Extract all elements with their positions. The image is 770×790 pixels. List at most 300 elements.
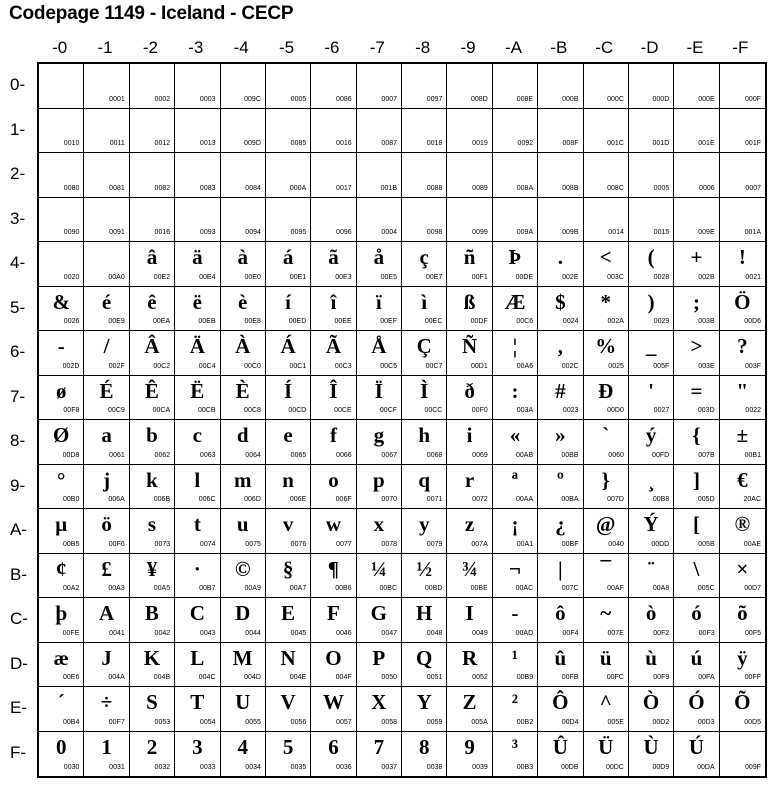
cell-unicode-code: 00C0 bbox=[244, 362, 261, 370]
cell-glyph: k bbox=[146, 467, 158, 492]
code-cell bbox=[266, 153, 311, 198]
cell-unicode-code: 0098 bbox=[426, 229, 443, 236]
cell-glyph: q bbox=[418, 467, 431, 492]
cell-glyph: v bbox=[282, 512, 294, 536]
code-cell bbox=[402, 376, 447, 421]
cell-unicode-code: 0083 bbox=[199, 184, 216, 192]
cell-glyph: F bbox=[327, 601, 340, 625]
cell-unicode-code: 00C2 bbox=[153, 362, 171, 370]
code-cell bbox=[357, 509, 402, 554]
cell-unicode-code: 00AD bbox=[515, 629, 534, 637]
cell-glyph: ! bbox=[738, 245, 746, 269]
code-cell bbox=[674, 554, 719, 599]
column-header: -4 bbox=[233, 38, 249, 57]
code-cell bbox=[175, 198, 220, 243]
cell-unicode-code: 004D bbox=[244, 674, 261, 681]
cell-unicode-code: 002F bbox=[108, 362, 125, 370]
code-cell bbox=[720, 687, 765, 732]
cell-unicode-code: 00B0 bbox=[63, 496, 80, 503]
code-cell bbox=[175, 509, 220, 554]
row-header: 8- bbox=[10, 431, 26, 450]
cell-unicode-code: 0065 bbox=[290, 451, 307, 459]
cell-glyph: Ñ bbox=[461, 334, 478, 358]
code-cell bbox=[538, 109, 583, 154]
code-cell bbox=[175, 109, 220, 154]
cell-unicode-code: 00E5 bbox=[380, 273, 397, 281]
cell-unicode-code: 0036 bbox=[336, 764, 352, 771]
cell-unicode-code: 004A bbox=[108, 674, 125, 681]
cell-unicode-code: 0074 bbox=[199, 540, 216, 548]
code-cell bbox=[130, 64, 175, 109]
cell-glyph: Þ bbox=[508, 245, 522, 269]
cell-unicode-code: 0033 bbox=[199, 764, 216, 771]
code-cell bbox=[39, 420, 84, 465]
code-cell bbox=[538, 376, 583, 421]
code-cell bbox=[584, 331, 629, 376]
code-cell bbox=[674, 465, 719, 510]
cell-unicode-code: 00E4 bbox=[199, 273, 216, 281]
cell-glyph: í bbox=[285, 289, 291, 314]
cell-unicode-code: 006F bbox=[335, 496, 352, 503]
cell-unicode-code: 005B bbox=[698, 540, 715, 548]
code-cell bbox=[130, 198, 175, 243]
code-cell bbox=[311, 287, 356, 332]
code-cell bbox=[221, 153, 266, 198]
cell-unicode-code: 0079 bbox=[426, 540, 443, 548]
cell-unicode-code: 008B bbox=[562, 184, 579, 192]
cell-glyph: § bbox=[282, 556, 294, 581]
cell-unicode-code: 001C bbox=[607, 140, 624, 147]
code-cell bbox=[720, 153, 765, 198]
code-cell bbox=[402, 732, 447, 777]
code-cell bbox=[84, 153, 129, 198]
cell-unicode-code: 0087 bbox=[381, 140, 397, 147]
cell-glyph: ö bbox=[101, 512, 112, 536]
cell-unicode-code: 0016 bbox=[154, 229, 171, 236]
code-cell bbox=[584, 554, 629, 599]
cell-glyph: Î bbox=[329, 378, 338, 403]
column-headers bbox=[37, 38, 765, 60]
cell-glyph: C bbox=[189, 601, 205, 625]
column-header: -1 bbox=[97, 38, 113, 57]
code-cell bbox=[357, 242, 402, 287]
code-cell bbox=[266, 64, 311, 109]
code-cell bbox=[584, 242, 629, 287]
cell-unicode-code: 00A1 bbox=[516, 540, 534, 548]
cell-unicode-code: 0005 bbox=[290, 95, 307, 103]
row-header: 1- bbox=[10, 119, 26, 139]
cell-glyph: © bbox=[234, 556, 251, 581]
code-cell bbox=[39, 643, 84, 688]
cell-unicode-code: 0041 bbox=[109, 629, 125, 637]
cell-glyph: \ bbox=[693, 556, 700, 581]
cell-unicode-code: 003E bbox=[698, 362, 715, 370]
code-cell bbox=[402, 242, 447, 287]
cell-glyph: ¯ bbox=[600, 556, 611, 581]
cell-unicode-code: 00D4 bbox=[561, 718, 579, 726]
cell-unicode-code: 008D bbox=[471, 95, 488, 103]
code-cell bbox=[674, 732, 719, 777]
cell-glyph: ¼ bbox=[370, 556, 387, 581]
code-cell bbox=[130, 732, 175, 777]
code-cell bbox=[311, 376, 356, 421]
cell-unicode-code: 0078 bbox=[381, 540, 397, 548]
cell-unicode-code: 009B bbox=[562, 229, 579, 236]
code-cell bbox=[175, 153, 220, 198]
cell-glyph: õ bbox=[737, 601, 748, 625]
cell-glyph: Ò bbox=[642, 690, 660, 714]
code-cell bbox=[493, 465, 538, 510]
cell-unicode-code: 0021 bbox=[745, 273, 761, 281]
cell-glyph: ô bbox=[555, 601, 566, 625]
cell-glyph: ï bbox=[375, 289, 382, 314]
code-cell bbox=[221, 687, 266, 732]
code-cell bbox=[538, 643, 583, 688]
cell-glyph: K bbox=[143, 645, 161, 670]
cell-glyph: E bbox=[281, 601, 296, 625]
code-cell bbox=[357, 554, 402, 599]
cell-glyph: ¶ bbox=[327, 556, 340, 581]
cell-unicode-code: 004F bbox=[335, 674, 352, 681]
cell-unicode-code: 0050 bbox=[381, 674, 397, 681]
cell-unicode-code: 005E bbox=[607, 718, 624, 726]
code-cell bbox=[402, 598, 447, 643]
cell-glyph: I bbox=[465, 601, 474, 625]
cell-unicode-code: 002A bbox=[607, 318, 624, 325]
cell-glyph: e bbox=[283, 423, 293, 447]
code-cell bbox=[221, 109, 266, 154]
code-cell bbox=[674, 109, 719, 154]
code-cell bbox=[674, 64, 719, 109]
cell-unicode-code: 007C bbox=[561, 585, 579, 592]
cell-glyph: m bbox=[233, 467, 252, 492]
code-cell bbox=[357, 598, 402, 643]
code-cell bbox=[266, 331, 311, 376]
cell-unicode-code: 00B1 bbox=[744, 451, 761, 459]
code-cell bbox=[447, 198, 492, 243]
cell-unicode-code: 00B8 bbox=[652, 496, 670, 503]
cell-unicode-code: 008A bbox=[516, 184, 534, 192]
cell-glyph: : bbox=[511, 378, 519, 403]
column-header: -8 bbox=[415, 38, 431, 57]
cell-unicode-code: 006D bbox=[244, 496, 261, 503]
code-cell bbox=[584, 465, 629, 510]
cell-unicode-code: 00AA bbox=[516, 496, 534, 503]
row-header: C- bbox=[10, 609, 28, 628]
cell-unicode-code: 00CF bbox=[379, 407, 397, 414]
code-cell bbox=[447, 242, 492, 287]
cell-glyph: ( bbox=[647, 245, 655, 269]
cell-unicode-code: 0022 bbox=[745, 407, 761, 414]
cell-unicode-code: 00D6 bbox=[744, 318, 761, 325]
code-cell bbox=[674, 687, 719, 732]
cell-unicode-code: 0028 bbox=[653, 273, 670, 281]
code-cell bbox=[447, 109, 492, 154]
column-header: -E bbox=[686, 38, 704, 57]
cell-unicode-code: 0004 bbox=[381, 229, 397, 236]
code-cell bbox=[266, 509, 311, 554]
code-cell bbox=[629, 643, 674, 688]
code-cell bbox=[311, 465, 356, 510]
cell-unicode-code: 0073 bbox=[154, 540, 171, 548]
cell-unicode-code: 009A bbox=[516, 229, 534, 236]
code-cell bbox=[39, 732, 84, 777]
cell-unicode-code: 00FC bbox=[606, 674, 624, 681]
code-cell bbox=[221, 465, 266, 510]
cell-glyph: o bbox=[328, 467, 339, 492]
cell-unicode-code: 007A bbox=[471, 540, 488, 548]
cell-unicode-code: 009D bbox=[244, 140, 261, 147]
cell-unicode-code: 00F8 bbox=[63, 407, 80, 414]
cell-unicode-code: 00D2 bbox=[652, 718, 670, 726]
cell-unicode-code: 0084 bbox=[245, 184, 261, 192]
cell-glyph: ¾ bbox=[461, 556, 478, 581]
cell-glyph: ß bbox=[463, 289, 476, 314]
cell-glyph: ç bbox=[419, 245, 429, 269]
code-cell bbox=[629, 687, 674, 732]
cell-unicode-code: 000F bbox=[745, 95, 761, 103]
cell-glyph: G bbox=[370, 601, 387, 625]
cell-unicode-code: 0013 bbox=[199, 140, 216, 147]
cell-unicode-code: 00A5 bbox=[153, 585, 171, 592]
code-cell bbox=[720, 242, 765, 287]
cell-unicode-code: 00FE bbox=[62, 629, 80, 637]
cell-unicode-code: 0011 bbox=[109, 140, 125, 147]
column-header: -0 bbox=[52, 38, 68, 57]
cell-glyph: ² bbox=[511, 690, 519, 714]
code-cell bbox=[402, 643, 447, 688]
cell-unicode-code: 00C5 bbox=[380, 362, 397, 370]
code-cell bbox=[39, 198, 84, 243]
cell-unicode-code: 0034 bbox=[245, 764, 261, 771]
cell-unicode-code: 0005 bbox=[653, 184, 670, 192]
code-cell bbox=[493, 554, 538, 599]
cell-glyph: j bbox=[103, 467, 111, 492]
cell-unicode-code: 00F7 bbox=[108, 718, 125, 726]
cell-unicode-code: 0096 bbox=[336, 229, 352, 236]
cell-unicode-code: 00DF bbox=[470, 318, 488, 325]
cell-glyph: ¢ bbox=[55, 556, 67, 581]
code-cell bbox=[39, 287, 84, 332]
cell-unicode-code: 001F bbox=[745, 140, 761, 147]
code-cell bbox=[674, 376, 719, 421]
code-cell bbox=[357, 287, 402, 332]
code-cell bbox=[538, 598, 583, 643]
cell-unicode-code: 00E9 bbox=[108, 318, 125, 325]
cell-glyph: i bbox=[466, 423, 473, 447]
code-cell bbox=[84, 465, 129, 510]
code-cell bbox=[720, 287, 765, 332]
code-cell bbox=[266, 554, 311, 599]
cell-glyph: Y bbox=[416, 690, 432, 714]
cell-glyph: Ý bbox=[643, 512, 659, 536]
cell-glyph: Û bbox=[552, 734, 568, 759]
code-cell bbox=[130, 643, 175, 688]
code-cell bbox=[266, 732, 311, 777]
code-cell bbox=[629, 109, 674, 154]
cell-unicode-code: 00FF bbox=[744, 674, 761, 681]
cell-glyph: Æ bbox=[504, 289, 526, 314]
cell-glyph: ó bbox=[691, 601, 702, 625]
code-cell bbox=[538, 242, 583, 287]
cell-unicode-code: 0023 bbox=[562, 407, 579, 414]
cell-glyph: á bbox=[282, 245, 294, 269]
cell-glyph: å bbox=[373, 245, 385, 269]
cell-unicode-code: 0035 bbox=[290, 764, 307, 771]
row-header: 0- bbox=[10, 75, 26, 94]
code-cell bbox=[538, 331, 583, 376]
cell-unicode-code: 0042 bbox=[154, 629, 171, 637]
cell-glyph: Ð bbox=[598, 378, 614, 403]
cell-unicode-code: 0076 bbox=[290, 540, 307, 548]
cell-unicode-code: 001E bbox=[698, 140, 715, 147]
code-cell bbox=[584, 109, 629, 154]
cell-unicode-code: 0097 bbox=[426, 95, 443, 103]
cell-unicode-code: 00E3 bbox=[335, 273, 352, 281]
cell-glyph: µ bbox=[55, 512, 68, 536]
code-cell bbox=[266, 376, 311, 421]
cell-glyph: 3 bbox=[192, 734, 203, 759]
code-cell bbox=[39, 465, 84, 510]
code-cell bbox=[221, 376, 266, 421]
code-cell bbox=[493, 331, 538, 376]
cell-unicode-code: 00EB bbox=[198, 318, 216, 325]
cell-unicode-code: 0007 bbox=[745, 184, 761, 192]
code-cell bbox=[311, 64, 356, 109]
cell-glyph: ? bbox=[737, 334, 748, 358]
code-cell bbox=[493, 287, 538, 332]
cell-glyph: ¸ bbox=[647, 467, 655, 492]
cell-glyph: ø bbox=[55, 378, 67, 403]
cell-unicode-code: 00A6 bbox=[516, 362, 534, 370]
code-cell bbox=[221, 598, 266, 643]
cell-unicode-code: 0016 bbox=[336, 140, 352, 147]
code-cell bbox=[629, 509, 674, 554]
cell-unicode-code: 006C bbox=[198, 496, 216, 503]
cell-glyph: 9 bbox=[464, 734, 475, 759]
code-cell bbox=[538, 287, 583, 332]
cell-glyph: < bbox=[599, 245, 612, 269]
column-header: -6 bbox=[324, 38, 340, 57]
cell-glyph: ] bbox=[692, 467, 700, 492]
code-cell bbox=[311, 554, 356, 599]
cell-unicode-code: 00A9 bbox=[244, 585, 261, 592]
code-cell bbox=[266, 643, 311, 688]
code-cell bbox=[175, 287, 220, 332]
cell-unicode-code: 0059 bbox=[426, 718, 443, 726]
cell-unicode-code: 006A bbox=[108, 496, 125, 503]
cell-unicode-code: 00C4 bbox=[198, 362, 216, 370]
code-cell bbox=[175, 420, 220, 465]
code-cell bbox=[629, 287, 674, 332]
cell-glyph: . bbox=[557, 245, 563, 269]
code-cell bbox=[538, 153, 583, 198]
cell-unicode-code: 0015 bbox=[653, 229, 670, 236]
code-cell bbox=[629, 198, 674, 243]
code-cell bbox=[447, 643, 492, 688]
code-cell bbox=[357, 420, 402, 465]
cell-glyph: î bbox=[330, 289, 337, 314]
code-cell bbox=[221, 331, 266, 376]
cell-unicode-code: 00F3 bbox=[698, 629, 715, 637]
cell-glyph: B bbox=[144, 601, 159, 625]
code-cell bbox=[311, 732, 356, 777]
cell-glyph: ^ bbox=[599, 690, 612, 714]
code-cell bbox=[130, 242, 175, 287]
cell-unicode-code: 00D8 bbox=[62, 451, 80, 459]
cell-unicode-code: 0075 bbox=[245, 540, 261, 548]
cell-unicode-code: 0088 bbox=[426, 184, 443, 192]
code-cell bbox=[84, 287, 129, 332]
cell-glyph: a bbox=[101, 423, 112, 447]
cell-unicode-code: 00EE bbox=[334, 318, 352, 325]
cell-glyph: ü bbox=[599, 645, 612, 670]
code-cell bbox=[266, 687, 311, 732]
code-cell bbox=[175, 732, 220, 777]
cell-glyph: ú bbox=[690, 645, 703, 670]
row-header: 6- bbox=[10, 342, 26, 361]
code-cell bbox=[720, 376, 765, 421]
cell-glyph: ¥ bbox=[146, 556, 158, 581]
cell-unicode-code: 0027 bbox=[653, 407, 670, 414]
code-cell bbox=[629, 376, 674, 421]
cell-glyph: X bbox=[371, 690, 387, 714]
cell-unicode-code: 0051 bbox=[426, 674, 443, 681]
row-header: E- bbox=[10, 698, 27, 717]
cell-unicode-code: 00C6 bbox=[516, 318, 534, 325]
cell-glyph: T bbox=[190, 690, 205, 714]
row-header: D- bbox=[10, 653, 28, 673]
cell-glyph: # bbox=[555, 378, 566, 403]
code-cell bbox=[39, 331, 84, 376]
cell-unicode-code: 0055 bbox=[245, 718, 261, 726]
cell-glyph: Ó bbox=[688, 690, 705, 714]
code-cell bbox=[130, 598, 175, 643]
cell-unicode-code: 00FA bbox=[698, 674, 715, 681]
code-cell bbox=[175, 643, 220, 688]
cell-unicode-code: 0081 bbox=[109, 184, 125, 192]
cell-glyph: € bbox=[737, 467, 748, 492]
code-cell bbox=[357, 687, 402, 732]
code-cell bbox=[584, 287, 629, 332]
code-cell bbox=[39, 554, 84, 599]
cell-unicode-code: 0068 bbox=[426, 451, 443, 459]
cell-glyph: > bbox=[690, 334, 703, 358]
code-cell bbox=[629, 331, 674, 376]
row-header: 9- bbox=[10, 475, 26, 495]
cell-glyph: ê bbox=[147, 289, 157, 314]
cell-glyph: ¬ bbox=[508, 556, 521, 581]
code-cell bbox=[493, 643, 538, 688]
cell-glyph: é bbox=[101, 289, 112, 314]
code-cell bbox=[402, 465, 447, 510]
cell-unicode-code: 00C9 bbox=[108, 407, 125, 414]
cell-glyph: A bbox=[98, 601, 115, 625]
row-header: 7- bbox=[10, 386, 26, 406]
code-cell bbox=[84, 732, 129, 777]
cell-glyph: 4 bbox=[237, 734, 248, 759]
cell-unicode-code: 00EF bbox=[380, 318, 397, 325]
code-cell bbox=[674, 198, 719, 243]
cell-unicode-code: 0052 bbox=[472, 674, 488, 681]
column-header: -A bbox=[504, 38, 522, 57]
cell-glyph: ; bbox=[692, 289, 700, 314]
code-cell bbox=[584, 687, 629, 732]
cell-glyph: ù bbox=[645, 645, 657, 670]
code-cell bbox=[221, 287, 266, 332]
cell-unicode-code: 00E7 bbox=[426, 273, 443, 281]
code-cell bbox=[84, 687, 129, 732]
